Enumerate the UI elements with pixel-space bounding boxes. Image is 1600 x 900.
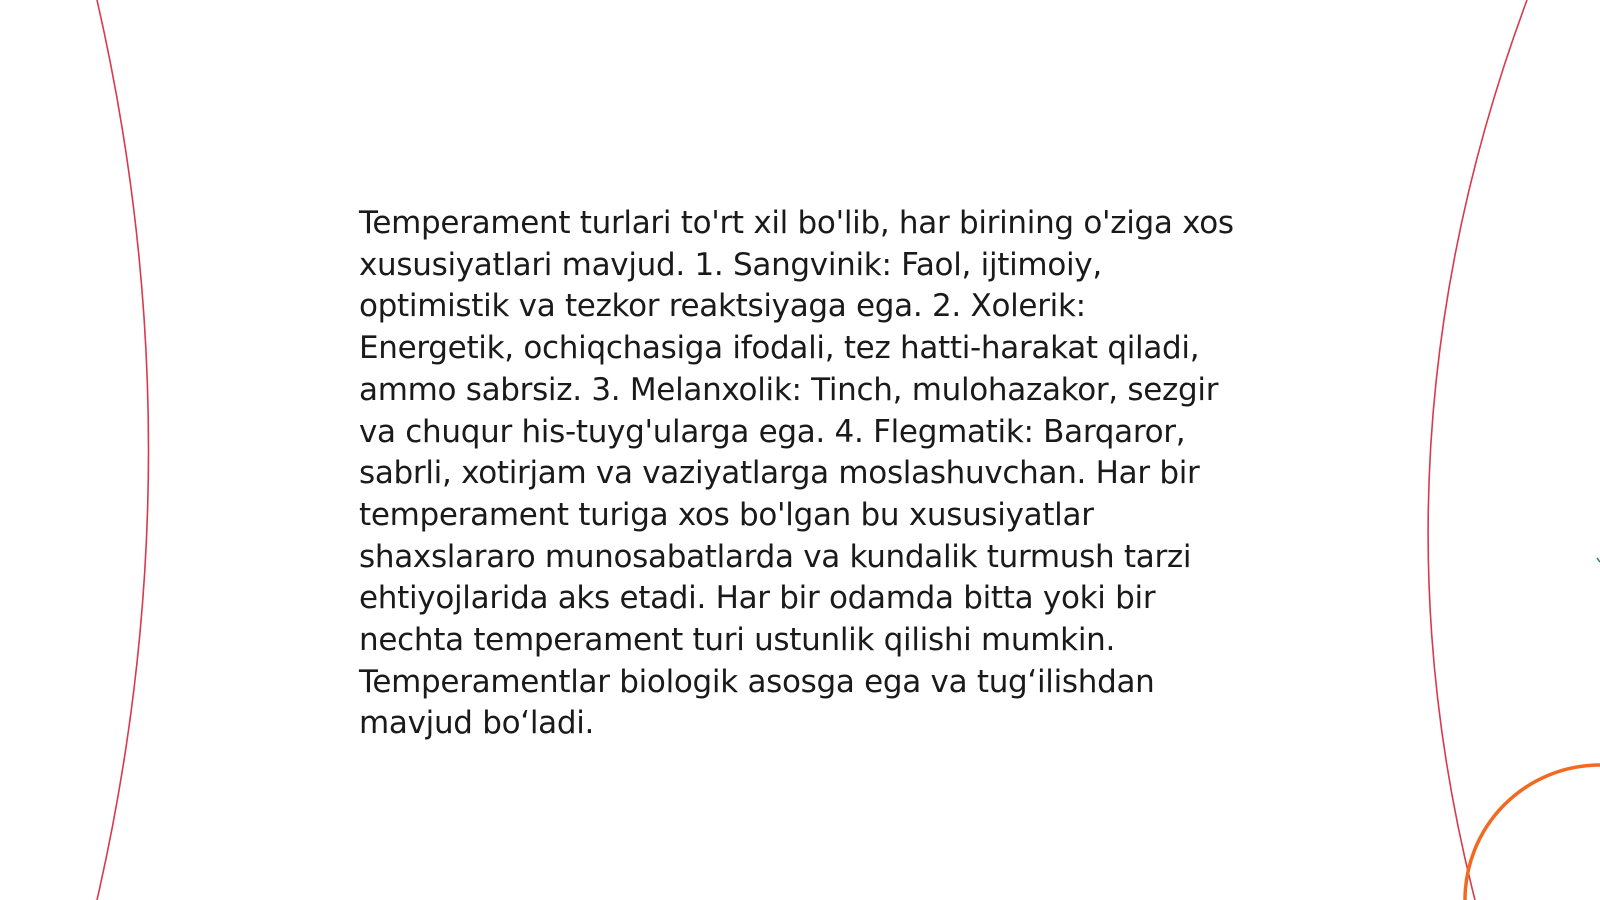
orange-circle-decoration [1465,765,1600,900]
slide-body-text: Temperament turlari to'rt xil bo'lib, har birining o'ziga xos xususiyatlari mavjud. 1. Sangvinik: Faol, ijtimoiy, optimistik va tezkor reaktsiyaga ega. 2. Xolerik: Energetik, ochiqchasiga ifodali, tez hatti-harakat qiladi, ammo sabrsiz. 3. Melanxolik: Tinch, mulohazakor, sezgir va chuqur his-tuyg'ularga ega. 4. Flegmatik: Barqaror, sabrli, xotirjam va vaziyatlarga moslashuvchan. Har bir temperament turiga xos bo'lgan bu xususiyatlar shaxslararo munosabatlarda va kundalik turmush tarzi ehtiyojlarida aks etadi. Har bir odamda bitta yoki bir nechta temperament turi ustunlik qilishi mumkin. Temperamentlar biologik asosga ega va tug‘ilishdan mavjud bo‘ladi. [359,205,1234,742]
right-arc-decoration [1428,0,1527,900]
left-arc-decoration [97,0,149,900]
